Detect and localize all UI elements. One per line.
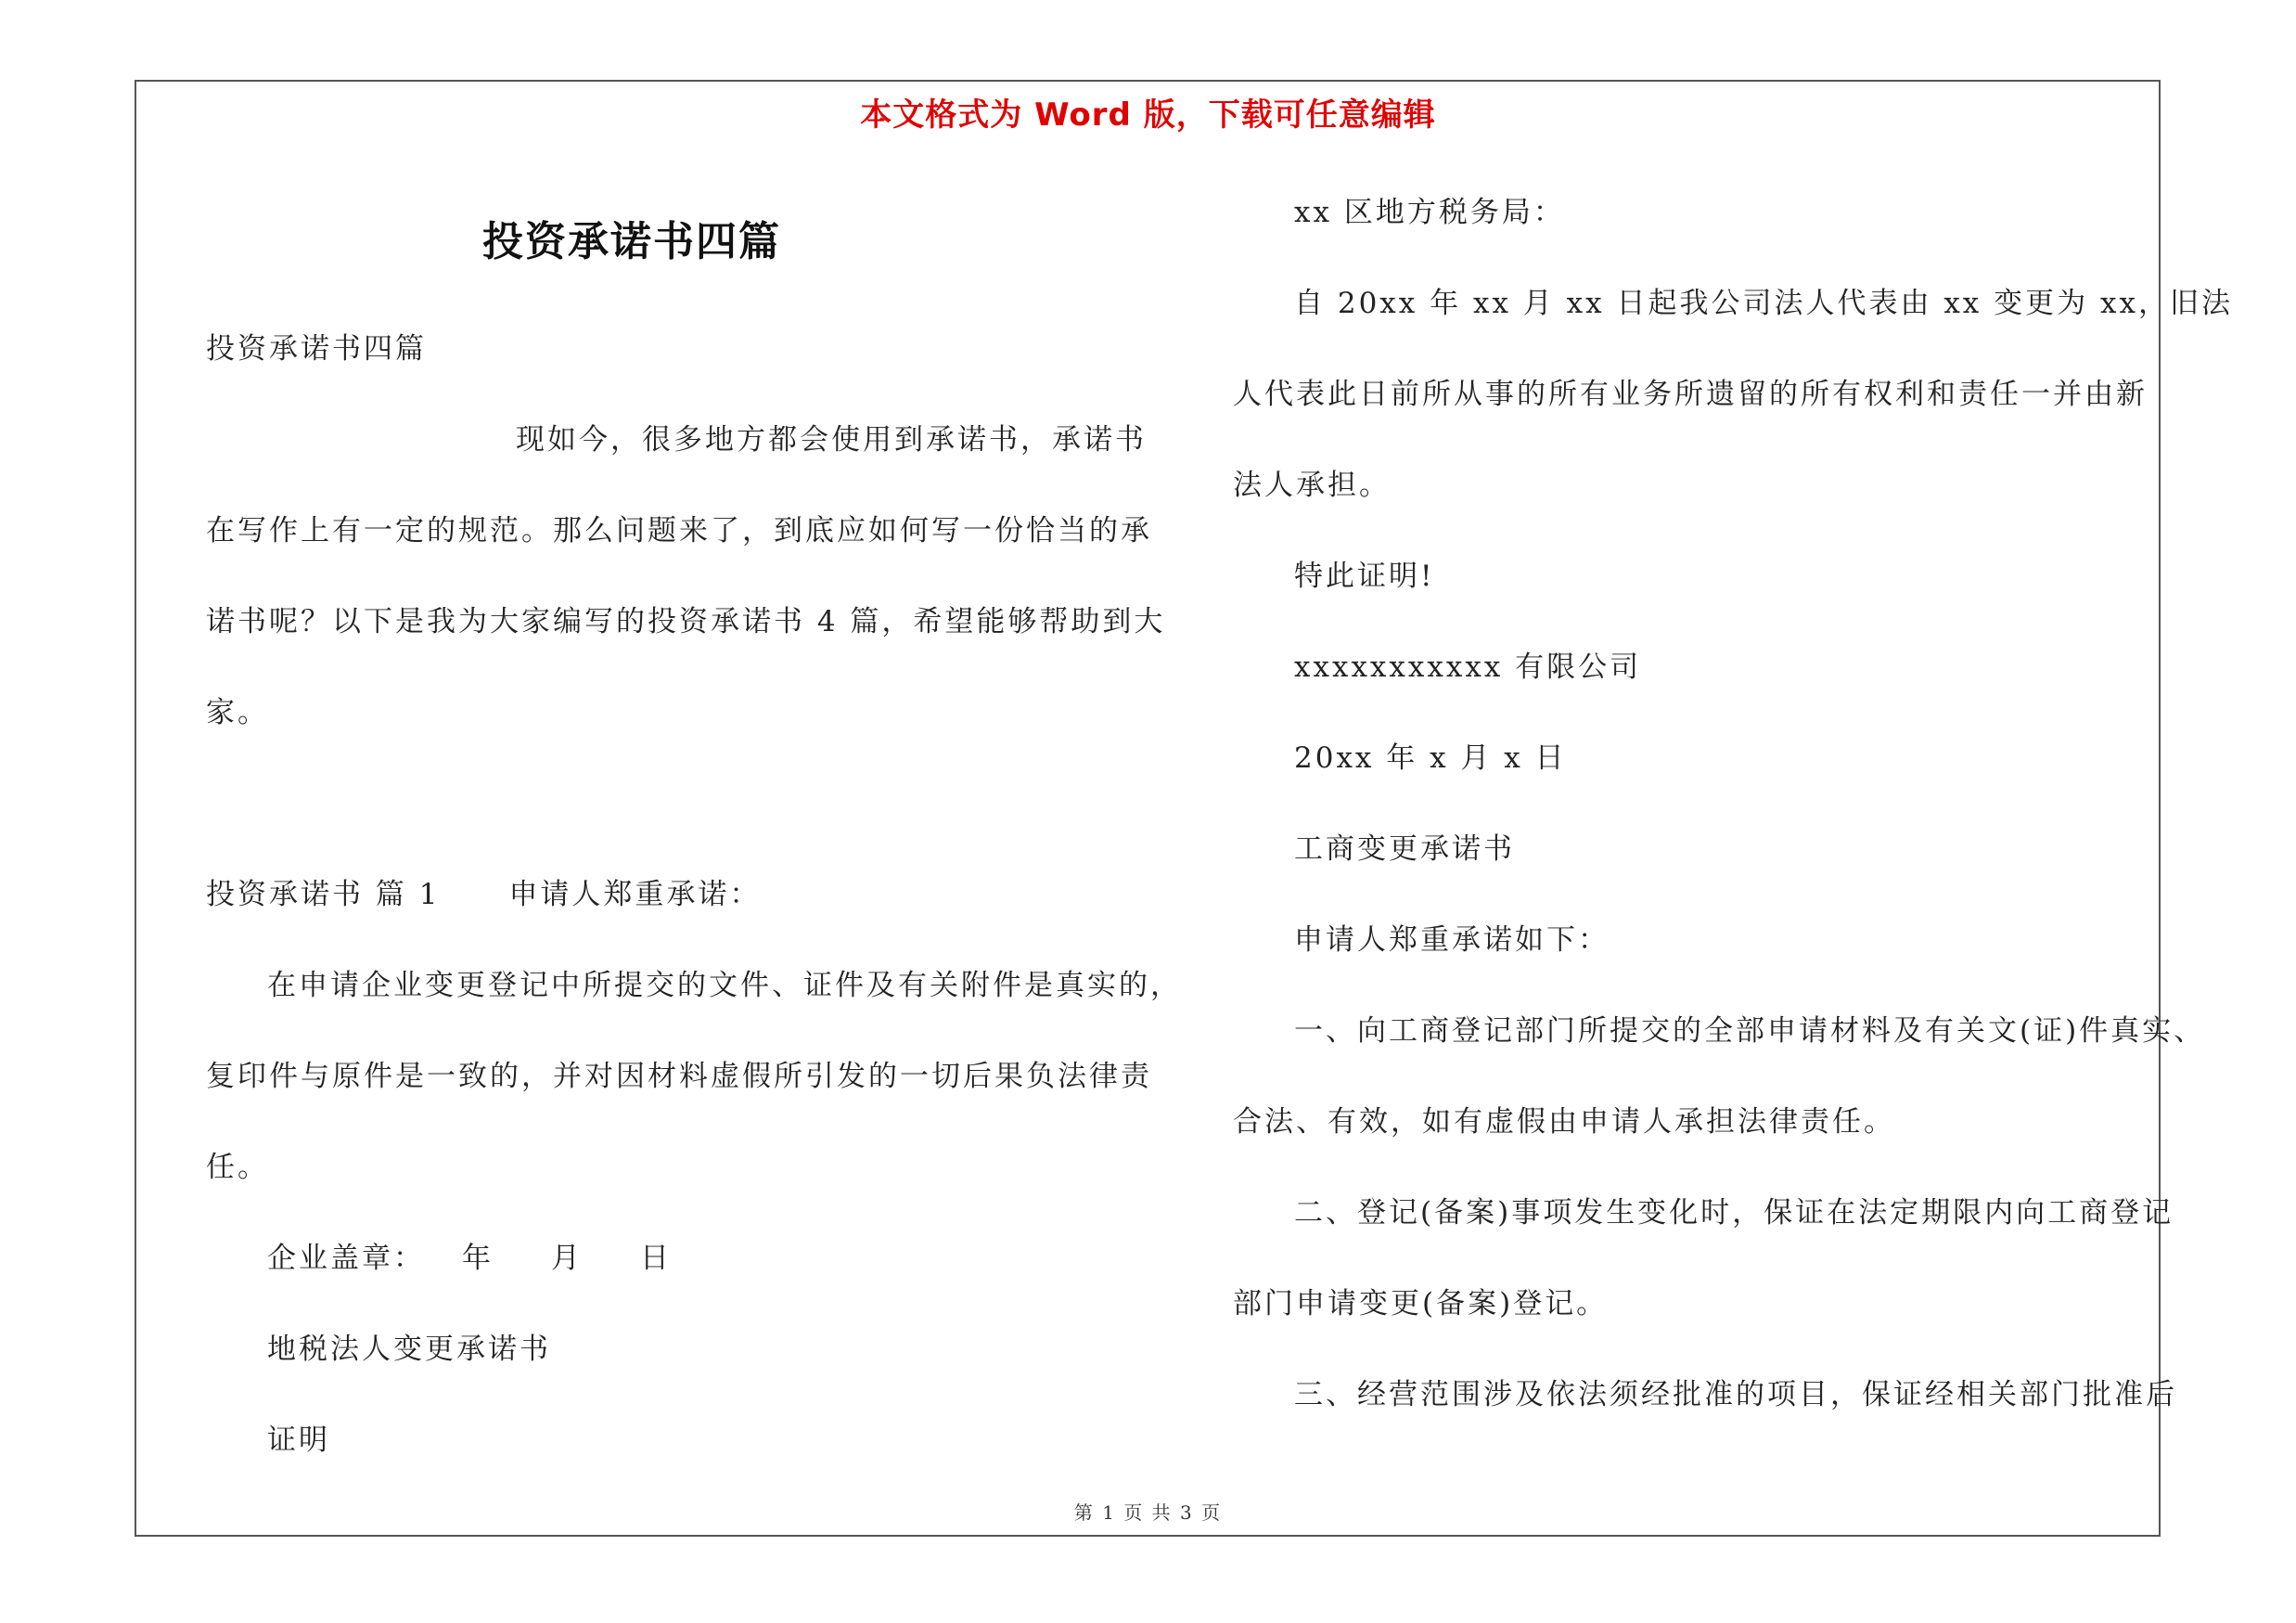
section-subheading: 证明 xyxy=(267,1423,330,1457)
seal-label: 企业盖章： xyxy=(267,1242,425,1275)
seal-day: 日 xyxy=(640,1242,672,1275)
list-item-line: 三、经营范围涉及依法须经批准的项目，保证经相关部门批准后 xyxy=(1294,1378,2177,1411)
list-item-line: 二、登记(备案)事项发生变化时，保证在法定期限内向工商登记 xyxy=(1294,1196,2174,1230)
date-line: 20xx 年 x 月 x 日 xyxy=(1294,741,1567,775)
paragraph-gap xyxy=(206,758,1134,849)
section-heading: 工商变更承诺书 xyxy=(1294,832,1515,866)
document-title: 投资承诺书四篇 xyxy=(482,218,781,265)
word-format-banner: 本文格式为 Word 版，下载可任意编辑 xyxy=(860,97,1436,134)
seal-line xyxy=(206,1213,1134,1304)
paragraph-line: 在申请企业变更登记中所提交的文件、证件及有关附件是真实的， xyxy=(267,969,1182,1002)
section-heading: 地税法人变更承诺书 xyxy=(267,1333,551,1366)
paragraph-line: 法人承担。 xyxy=(1233,469,1391,502)
paragraph-line: 复印件与原件是一致的，并对因材料虚假所引发的一切后果负法律责 xyxy=(206,1060,1152,1093)
list-item-line: 合法、有效，如有虚假由申请人承担法律责任。 xyxy=(1233,1105,1895,1139)
paragraph-line: 自 20xx 年 xx 月 xx 日起我公司法人代表由 xx 变更为 xx，旧法 xyxy=(1294,287,2233,320)
list-item-line: 部门申请变更(备案)登记。 xyxy=(1233,1287,1609,1320)
right-column xyxy=(1233,167,2233,1440)
intro-line: 诺书呢？以下是我为大家编写的投资承诺书 4 篇，希望能够帮助到大 xyxy=(206,605,1166,638)
list-item-line: 一、向工商登记部门所提交的全部申请材料及有关文(证)件真实、 xyxy=(1294,1014,2206,1048)
section-heading: 投资承诺书 篇 1 xyxy=(206,878,441,911)
seal-month: 月 xyxy=(551,1242,583,1275)
addressee: xx 区地方税务局： xyxy=(1294,196,1565,229)
intro-line: 在写作上有一定的规范。那么问题来了，到底应如何写一份恰当的承 xyxy=(206,514,1152,547)
seal-year: 年 xyxy=(462,1242,494,1275)
subtitle: 投资承诺书四篇 xyxy=(206,332,427,366)
section-heading-line xyxy=(206,849,1134,940)
section-subheading: 申请人郑重承诺： xyxy=(508,878,762,911)
left-column xyxy=(206,303,1182,1486)
intro-line: 现如今，很多地方都会使用到承诺书，承诺书 xyxy=(516,423,1147,457)
paragraph-line: 任。 xyxy=(206,1151,269,1184)
certify-line: 特此证明! xyxy=(1294,560,1435,593)
company-name: xxxxxxxxxxx 有限公司 xyxy=(1294,650,1642,684)
paragraph-line: 人代表此日前所从事的所有业务所遗留的所有权利和责任一并由新 xyxy=(1233,378,2148,411)
page-number-footer: 第 1 页 共 3 页 xyxy=(1073,1501,1223,1524)
section-subheading: 申请人郑重承诺如下： xyxy=(1294,923,1610,957)
intro-line: 家。 xyxy=(206,696,269,729)
